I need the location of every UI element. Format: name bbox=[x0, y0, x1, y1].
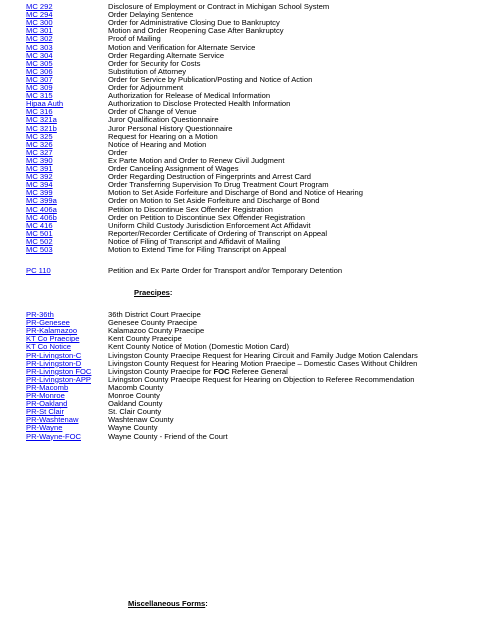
form-link[interactable]: MC 294 bbox=[26, 10, 53, 20]
form-description: Petition and Ex Parte Order for Transport and/or Temporary Detention bbox=[108, 266, 343, 275]
form-link[interactable]: MC 316 bbox=[26, 107, 53, 117]
form-link[interactable]: MC 502 bbox=[26, 236, 53, 246]
form-description: Authorization to Disclose Protected Health Information bbox=[108, 99, 291, 109]
form-description: Genesee County Praecipe bbox=[108, 318, 198, 328]
form-description: St. Clair County bbox=[108, 407, 162, 417]
form-description: Oakland County bbox=[108, 399, 163, 409]
form-description: Order Transferring Supervision To Drug Treatment Court Program bbox=[108, 180, 329, 190]
form-description: Juror Personal History Questionnaire bbox=[108, 123, 233, 133]
form-description: Motion to Set Aside Forfeiture and Discharge of Bond and Notice of Hearing bbox=[108, 188, 363, 198]
form-description: Wayne County - Friend of the Court bbox=[108, 431, 228, 441]
form-link[interactable]: PR-Wayne-FOC bbox=[26, 431, 81, 441]
form-description: Order for Administrative Closing Due to Bankruptcy bbox=[108, 18, 280, 28]
form-description: Notice of Filing of Transcript and Affidavit of Mailing bbox=[108, 236, 281, 246]
form-description: Washtenaw County bbox=[108, 415, 174, 425]
form-link[interactable]: MC 302 bbox=[26, 34, 53, 44]
form-description: Order for Service by Publication/Posting and Notice of Action bbox=[108, 74, 313, 84]
form-link[interactable]: PR-Livingston FOC bbox=[26, 366, 92, 376]
form-link[interactable]: MC 501 bbox=[26, 228, 53, 238]
form-description: Uniform Child Custody Jurisdiction Enforcement Act Affidavit bbox=[108, 220, 311, 230]
form-description: Authorization for Release of Medical Information bbox=[108, 91, 271, 101]
form-link[interactable]: MC 399 bbox=[26, 188, 53, 198]
form-link[interactable]: MC 406b bbox=[26, 212, 57, 222]
form-description: Order for Security for Costs bbox=[108, 58, 201, 68]
form-link[interactable]: PR-Genesee bbox=[26, 318, 70, 328]
form-description: Wayne County bbox=[108, 423, 158, 433]
form-description: Order for Adjournment bbox=[108, 83, 184, 92]
form-link[interactable]: Hipaa Auth bbox=[26, 99, 64, 109]
form-link[interactable]: MC 503 bbox=[26, 245, 53, 254]
form-link[interactable]: MC 392 bbox=[26, 172, 53, 182]
form-link[interactable]: MC 326 bbox=[26, 139, 53, 149]
form-description: Substitution of Attorney bbox=[108, 66, 187, 76]
form-description: Livingston County Praecipe Request for Hearing on Objection to Referee Recommendation bbox=[108, 374, 415, 384]
form-description: Order bbox=[108, 147, 128, 157]
form-link[interactable]: MC 300 bbox=[26, 18, 53, 28]
form-description: Order on Motion to Set Aside Forfeiture and Discharge of Bond bbox=[108, 196, 320, 206]
form-link[interactable]: PR-Oakland bbox=[26, 399, 68, 409]
form-link[interactable]: KT Co Notice bbox=[26, 342, 72, 352]
form-description: Disclosure of Employment or Contract in Michigan School System bbox=[108, 2, 330, 11]
form-link[interactable]: MC 309 bbox=[26, 83, 53, 92]
form-description: Livingston County Request for Hearing Motion Praecipe – Domestic Cases Without Children bbox=[108, 358, 418, 368]
form-link[interactable]: PR-Kalamazoo bbox=[26, 326, 78, 336]
form-link[interactable]: PR-Washtenaw bbox=[26, 415, 79, 425]
form-link[interactable]: MC 321a bbox=[26, 115, 57, 125]
form-link[interactable]: PR-Monroe bbox=[26, 391, 65, 400]
form-description: Order Delaying Sentence bbox=[108, 10, 194, 20]
form-link[interactable]: MC 325 bbox=[26, 131, 53, 141]
form-description: Livingston County Praecipe Request for Hearing Circuit and Family Judge Motion Calendars bbox=[108, 350, 418, 360]
form-link[interactable]: MC 315 bbox=[26, 91, 53, 101]
form-link[interactable]: PR-36th bbox=[26, 310, 54, 319]
form-description: Kent County Notice of Motion (Domestic Motion Card) bbox=[108, 342, 290, 352]
form-description: Order Canceling Assignment of Wages bbox=[108, 164, 239, 173]
form-link[interactable]: MC 306 bbox=[26, 66, 53, 76]
praecipes-heading: Praecipes: bbox=[134, 288, 173, 297]
form-link[interactable]: MC 327 bbox=[26, 147, 53, 157]
form-link[interactable]: MC 307 bbox=[26, 74, 53, 84]
form-link[interactable]: MC 301 bbox=[26, 26, 53, 36]
form-link[interactable]: MC 321b bbox=[26, 123, 57, 133]
form-link[interactable]: MC 292 bbox=[26, 2, 53, 11]
form-description: Macomb County bbox=[108, 382, 164, 392]
form-link[interactable]: MC 391 bbox=[26, 164, 53, 173]
form-link[interactable]: PR-Livingston-C bbox=[26, 350, 82, 360]
miscellaneous-forms-heading: Miscellaneous Forms: bbox=[128, 599, 208, 608]
form-description: 36th District Court Praecipe bbox=[108, 310, 201, 319]
form-description: Motion to Extend Time for Filing Transcript on Appeal bbox=[108, 245, 287, 254]
form-description: Motion and Order Reopening Case After Bankruptcy bbox=[108, 26, 284, 36]
form-description: Order on Petition to Discontinue Sex Offender Registration bbox=[108, 212, 305, 222]
form-link[interactable]: MC 304 bbox=[26, 50, 53, 60]
form-description: Reporter/Recorder Certificate of Ordering of Transcript on Appeal bbox=[108, 228, 328, 238]
form-link[interactable]: MC 305 bbox=[26, 58, 53, 68]
form-link[interactable]: PR-Macomb bbox=[26, 382, 69, 392]
form-link[interactable]: MC 399a bbox=[26, 196, 57, 206]
form-link[interactable]: MC 390 bbox=[26, 155, 53, 165]
form-link[interactable]: MC 406a bbox=[26, 204, 57, 214]
form-link[interactable]: PC 110 bbox=[26, 266, 51, 275]
form-description: Kent County Praecipe bbox=[108, 334, 182, 344]
form-description: Order Regarding Alternate Service bbox=[108, 50, 225, 60]
form-description: Monroe County bbox=[108, 391, 160, 400]
form-description: Motion and Verification for Alternate Service bbox=[108, 42, 256, 52]
form-description: Juror Qualification Questionnaire bbox=[108, 115, 219, 125]
form-description: Order Regarding Destruction of Fingerprints and Arrest Card bbox=[108, 172, 312, 182]
form-description: Petition to Discontinue Sex Offender Registration bbox=[108, 204, 273, 214]
form-description: Request for Hearing on a Motion bbox=[108, 131, 218, 141]
form-description: Order of Change of Venue bbox=[108, 107, 197, 117]
form-link[interactable]: PR-St Clair bbox=[26, 407, 64, 417]
form-description: Livingston County Praecipe for FOC Referee General bbox=[108, 366, 288, 376]
form-description: Kalamazoo County Praecipe bbox=[108, 326, 205, 336]
form-link[interactable]: PR-Wayne bbox=[26, 423, 63, 433]
form-link[interactable]: PR-Livingston-D bbox=[26, 358, 82, 368]
form-link[interactable]: MC 394 bbox=[26, 180, 53, 190]
form-link[interactable]: MC 303 bbox=[26, 42, 53, 52]
form-link[interactable]: PR-Livingston-APP bbox=[26, 374, 91, 384]
form-description: Notice of Hearing and Motion bbox=[108, 139, 207, 149]
form-link[interactable]: MC 416 bbox=[26, 220, 53, 230]
form-link[interactable]: KT Co Praecipe bbox=[26, 334, 80, 344]
form-description: Ex Parte Motion and Order to Renew Civil Judgment bbox=[108, 155, 285, 165]
form-description: Proof of Mailing bbox=[108, 34, 161, 44]
